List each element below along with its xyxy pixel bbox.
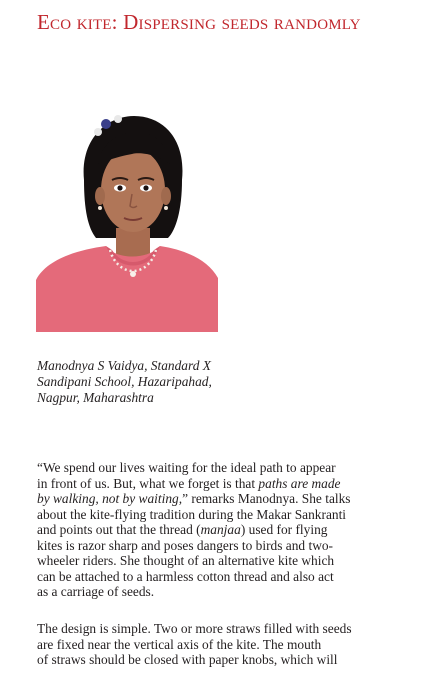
author-byline	[37, 358, 212, 406]
paragraph-line	[37, 476, 399, 492]
author-school: Sandipani School, Hazaripahad,	[37, 374, 212, 389]
paragraph-line	[37, 522, 399, 538]
body-paragraph-1	[37, 460, 399, 600]
text-run: and points out that the thread (	[37, 522, 201, 537]
emphasis-text: paths are made	[258, 475, 341, 491]
article-title: Eco kite: Dispersing seeds randomly	[37, 10, 361, 34]
paragraph-line: can be attached to a harmless cotton thread and also act	[37, 568, 334, 584]
paragraph-line: about the kite-flying tradition during the Makar Sankranti	[37, 506, 347, 522]
paragraph-line: of straws should be closed with paper knobs, which will	[37, 652, 338, 667]
paragraph-line: wheeler riders. She thought of an alternative kite which	[37, 553, 335, 568]
emphasis-text: manjaa	[200, 522, 241, 537]
author-name-grade: Manodnya S Vaidya, Standard X	[37, 358, 211, 373]
text-run: ” remarks Manodnya. She talks	[182, 491, 351, 506]
student-portrait-photo	[36, 110, 218, 332]
paragraph-line: The design is simple. Two or more straws filled with seeds	[37, 621, 352, 636]
paragraph-line: as a carriage of seeds.	[37, 584, 155, 599]
paragraph-line: are fixed near the vertical axis of the kite. The mouth	[37, 636, 322, 652]
paragraph-line: kites is razor sharp and poses dangers to birds and two-	[37, 537, 334, 553]
text-run: ) used for flying	[240, 522, 328, 537]
text-run: in front of us. But, what we forget is that	[37, 475, 259, 491]
body-paragraph-2	[37, 621, 399, 668]
emphasis-text: by walking, not by waiting,	[37, 491, 183, 506]
paragraph-line	[37, 491, 399, 507]
paragraph-line: “We spend our lives waiting for the ideal path to appear	[37, 460, 336, 475]
author-location: Nagpur, Maharashtra	[37, 390, 154, 405]
